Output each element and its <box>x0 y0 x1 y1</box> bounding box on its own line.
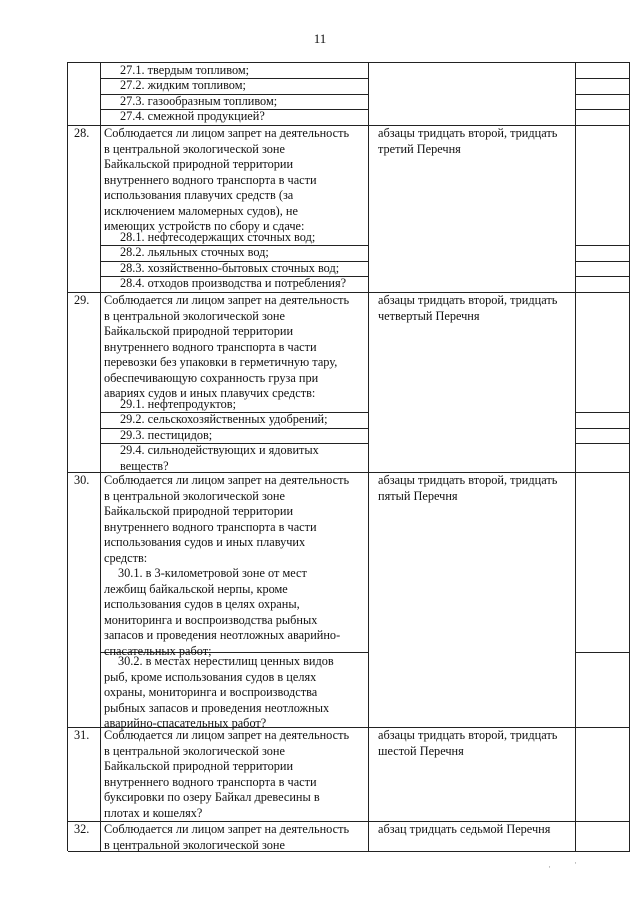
item-29-2: 29.2. сельскохозяйственных удобрений; <box>120 412 328 426</box>
answer-border <box>575 412 630 413</box>
question-31: Соблюдается ли лицом запрет на деятельность в центральной экологической зоне Байкальской природной территории внутреннего водного транспорта в части буксировки по озеру Байкал древесины в плотах и кошелях? <box>104 728 350 820</box>
checklist-table <box>67 62 630 851</box>
answer-border <box>575 443 630 444</box>
answer-border <box>575 428 630 429</box>
reference-31: абзацы тридцать второй, тридцать шестой Перечня <box>378 728 558 758</box>
row-number-29: 29. <box>74 293 90 307</box>
row-number-28: 28. <box>74 126 90 140</box>
item-28-3: 28.3. хозяйственно-бытовых сточных вод; <box>120 261 340 275</box>
item-27-1: 27.1. твердым топливом; <box>120 63 250 77</box>
col-divider <box>629 63 630 851</box>
question-28: Соблюдается ли лицом запрет на деятельность в центральной экологической зоне Байкальской природной территории внутреннего водного транспорта в части использования плавучих средств (за исключением маломерных судов), не имеющих устройств по сбору и сдаче: <box>104 126 350 233</box>
item-28-2: 28.2. льяльных сточных вод; <box>120 245 269 259</box>
reference-30: абзацы тридцать второй, тридцать пятый Перечня <box>378 473 558 503</box>
page-number: 11 <box>313 31 327 46</box>
question-32: Соблюдается ли лицом запрет на деятельность в центральной экологической зоне <box>104 822 350 852</box>
answer-border <box>575 94 630 95</box>
item-28-4: 28.4. отходов производства и потребления? <box>120 276 347 290</box>
col-divider <box>100 63 101 851</box>
scan-speck: · <box>574 858 577 868</box>
scan-speck: · <box>548 862 551 872</box>
answer-border <box>575 78 630 79</box>
col-divider <box>368 63 369 851</box>
question-29: Соблюдается ли лицом запрет на деятельность в центральной экологической зоне Байкальской природной территории внутреннего водного транспорта в части перевозки без упаковки в герметичную тару, обеспечивающую сохранность груза при авариях судов и иных плавучих средств: <box>104 293 350 400</box>
item-29-3: 29.3. пестицидов; <box>120 428 213 442</box>
reference-29: абзацы тридцать второй, тридцать четвертый Перечня <box>378 293 558 323</box>
item-28-1: 28.1. нефтесодержащих сточных вод; <box>120 230 316 244</box>
question-30: Соблюдается ли лицом запрет на деятельность в центральной экологической зоне Байкальской природной территории внутреннего водного транспорта в части использования судов и иных плавучих средств: <box>104 473 350 565</box>
item-27-2: 27.2. жидким топливом; <box>120 78 246 92</box>
row-number-32: 32. <box>74 822 90 836</box>
reference-32: абзац тридцать седьмой Перечня <box>378 822 551 836</box>
answer-border <box>575 276 630 277</box>
answer-border <box>575 652 630 653</box>
answer-border <box>575 245 630 246</box>
item-29-4: 29.4. сильнодействующих и ядовитых веществ? <box>120 443 319 473</box>
item-30-2: 30.2. в местах нерестилищ ценных видов рыб, кроме использования судов в целях охраны, мониторинга и воспроизводства рыбных запасов и проведения неотложных аварийно-спасательных работ? <box>104 654 334 730</box>
item-29-1: 29.1. нефтепродуктов; <box>120 397 236 411</box>
item-27-4: 27.4. смежной продукцией? <box>120 109 265 123</box>
row-number-30: 30. <box>74 473 90 487</box>
col-divider <box>575 63 576 851</box>
reference-28: абзацы тридцать второй, тридцать третий Перечня <box>378 126 558 156</box>
item-27-3: 27.3. газообразным топливом; <box>120 94 278 108</box>
row-number-31: 31. <box>74 728 90 742</box>
answer-border <box>575 261 630 262</box>
answer-border <box>575 109 630 110</box>
item-30-1: 30.1. в 3-километровой зоне от мест лежбищ байкальской нерпы, кроме использования судов в целях охраны, мониторинга и воспроизводства рыбных запасов и проведения неотложных аварийно- спасательных работ; <box>104 566 341 658</box>
